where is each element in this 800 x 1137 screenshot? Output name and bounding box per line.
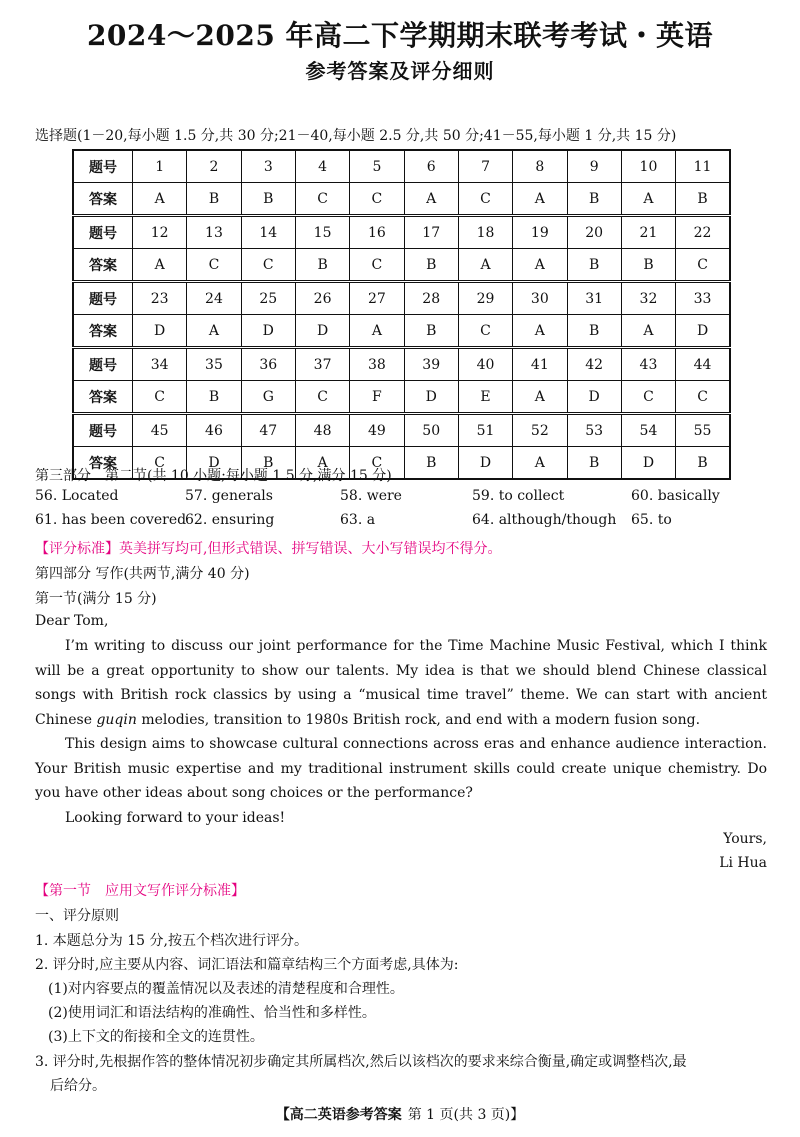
table-row-answer	[73, 381, 730, 414]
question-number: 7	[458, 150, 512, 183]
page-footer	[0, 1104, 800, 1124]
table-row-number	[73, 150, 730, 183]
table-row-answer	[73, 315, 730, 348]
table-row-answer	[73, 183, 730, 216]
answer-cell: A	[350, 315, 404, 348]
answer-cell: C	[187, 249, 241, 282]
question-number: 55	[676, 414, 730, 447]
question-number: 8	[513, 150, 567, 183]
question-number: 54	[621, 414, 675, 447]
fill-answer: 59. to collect	[472, 488, 565, 504]
footer-label: 【高二英语参考答案	[275, 1107, 402, 1123]
answer-cell: F	[350, 381, 404, 414]
criteria-item: 3. 评分时,先根据作答的整体情况初步确定其所属档次,然后以该档次的要求来综合衡量,确定或调整档次,最	[35, 1054, 687, 1070]
answer-cell: D	[187, 447, 241, 480]
letter-signature: Li Hua	[719, 855, 767, 871]
question-number: 17	[404, 216, 458, 249]
question-number: 20	[567, 216, 621, 249]
question-number: 21	[621, 216, 675, 249]
question-number: 11	[676, 150, 730, 183]
answer-cell: D	[458, 447, 512, 480]
answer-cell: E	[458, 381, 512, 414]
letter-paragraph: Looking forward to your ideas!	[65, 809, 286, 826]
answer-cell: A	[513, 183, 567, 216]
question-number: 10	[621, 150, 675, 183]
answer-cell: D	[676, 315, 730, 348]
answer-cell: C	[350, 249, 404, 282]
answer-cell: A	[404, 183, 458, 216]
question-number: 22	[676, 216, 730, 249]
question-number: 32	[621, 282, 675, 315]
question-number: 39	[404, 348, 458, 381]
question-number: 35	[187, 348, 241, 381]
question-number: 53	[567, 414, 621, 447]
question-number: 38	[350, 348, 404, 381]
criteria-heading: 【第一节 应用文写作评分标准】	[35, 883, 245, 899]
answer-cell: B	[676, 447, 730, 480]
answer-cell: C	[676, 381, 730, 414]
question-number: 25	[241, 282, 295, 315]
question-number: 51	[458, 414, 512, 447]
answer-cell: A	[295, 447, 349, 480]
answer-cell: B	[621, 249, 675, 282]
question-number: 46	[187, 414, 241, 447]
letter-text: I’m writing to discuss our joint performance for the Time Machine Music Festival, which I think will be a great opportunity to show our talents. My idea is that we should blend Chinese classical songs with British rock classics by using a “musical time travel” theme. We can start with ancient Chinese	[35, 638, 767, 728]
answer-cell: B	[404, 249, 458, 282]
question-number: 9	[567, 150, 621, 183]
answer-cell: B	[567, 183, 621, 216]
answer-cell: A	[513, 249, 567, 282]
answer-cell: A	[133, 183, 187, 216]
answer-cell: C	[458, 315, 512, 348]
criteria-item: 1. 本题总分为 15 分,按五个档次进行评分。	[35, 933, 308, 949]
answer-cell: B	[295, 249, 349, 282]
question-number: 12	[133, 216, 187, 249]
answer-cell: B	[241, 447, 295, 480]
answer-cell: B	[187, 381, 241, 414]
table-row-number	[73, 282, 730, 315]
answer-cell: C	[676, 249, 730, 282]
answer-cell: B	[567, 315, 621, 348]
answer-cell: D	[621, 447, 675, 480]
answer-cell: G	[241, 381, 295, 414]
criteria-subitem: (1)对内容要点的覆盖情况以及表述的清楚程度和合理性。	[48, 981, 404, 997]
question-number: 31	[567, 282, 621, 315]
answer-cell: D	[295, 315, 349, 348]
fill-row	[35, 512, 765, 536]
question-number: 43	[621, 348, 675, 381]
question-number: 26	[295, 282, 349, 315]
answer-cell: C	[458, 183, 512, 216]
answer-cell: D	[404, 381, 458, 414]
question-number: 6	[404, 150, 458, 183]
question-number: 16	[350, 216, 404, 249]
criteria-subitem: (3)上下文的衔接和全文的连贯性。	[48, 1029, 264, 1045]
row-label: 答案	[73, 447, 133, 480]
answer-cell: A	[187, 315, 241, 348]
fill-answers	[35, 488, 765, 536]
row-label: 答案	[73, 381, 133, 414]
question-number: 18	[458, 216, 512, 249]
question-number: 1	[133, 150, 187, 183]
letter-greeting: Dear Tom,	[35, 613, 109, 629]
question-number: 24	[187, 282, 241, 315]
answer-cell: D	[567, 381, 621, 414]
question-number: 29	[458, 282, 512, 315]
answer-cell: B	[676, 183, 730, 216]
question-number: 36	[241, 348, 295, 381]
question-number: 28	[404, 282, 458, 315]
part3-heading: 第三部分 第二节(共 10 小题;每小题 1.5 分,满分 15 分)	[35, 468, 392, 484]
question-number: 48	[295, 414, 349, 447]
answer-cell: A	[513, 381, 567, 414]
answer-cell: B	[404, 447, 458, 480]
page-subtitle: 参考答案及评分细则	[305, 59, 495, 83]
answer-cell: A	[133, 249, 187, 282]
footer-page-number: 第 1 页(共 3 页)】	[407, 1107, 525, 1123]
fill-answer: 62. ensuring	[185, 512, 275, 528]
answer-cell: C	[241, 249, 295, 282]
question-number: 23	[133, 282, 187, 315]
fill-answer: 64. although/though	[472, 512, 617, 528]
row-label: 题号	[73, 414, 133, 447]
answer-cell: D	[133, 315, 187, 348]
fill-answer: 57. generals	[185, 488, 273, 504]
question-number: 5	[350, 150, 404, 183]
answer-cell: A	[458, 249, 512, 282]
letter-paragraph	[35, 634, 767, 732]
answer-cell: B	[241, 183, 295, 216]
table-row-number	[73, 414, 730, 447]
fill-row	[35, 488, 765, 512]
letter-paragraph: This design aims to showcase cultural connections across eras and enhance audience interaction. Your British music expertise and my traditional instrument skills could create unique chemistry. Do you have other ideas about song choices or the performance?	[35, 736, 767, 801]
letter-closing: Yours,	[723, 831, 767, 847]
question-number: 13	[187, 216, 241, 249]
answer-cell: B	[567, 249, 621, 282]
question-number: 42	[567, 348, 621, 381]
answer-cell: A	[621, 183, 675, 216]
question-number: 34	[133, 348, 187, 381]
question-number: 41	[513, 348, 567, 381]
row-label: 题号	[73, 150, 133, 183]
question-number: 3	[241, 150, 295, 183]
answer-cell: C	[133, 447, 187, 480]
question-number: 27	[350, 282, 404, 315]
row-label: 题号	[73, 348, 133, 381]
question-number: 47	[241, 414, 295, 447]
fill-answer: 60. basically	[631, 488, 720, 504]
letter-text: melodies, transition to 1980s British rock, and end with a modern fusion song.	[136, 711, 701, 728]
table-row-answer	[73, 249, 730, 282]
row-label: 题号	[73, 282, 133, 315]
scoring-note: 【评分标准】英美拼写均可,但形式错误、拼写错误、大小写错误均不得分。	[35, 541, 502, 557]
criteria-item-continuation: 后给分。	[50, 1078, 106, 1094]
part4-heading: 第四部分 写作(共两节,满分 40 分)	[35, 566, 250, 582]
row-label: 答案	[73, 315, 133, 348]
question-number: 40	[458, 348, 512, 381]
question-number: 45	[133, 414, 187, 447]
question-number: 14	[241, 216, 295, 249]
fill-answer: 56. Located	[35, 488, 119, 504]
fill-answer: 63. a	[340, 512, 376, 528]
table-row-number	[73, 216, 730, 249]
answer-cell: B	[567, 447, 621, 480]
fill-answer: 61. has been covered	[35, 512, 187, 528]
criteria-principle: 一、评分原则	[35, 908, 119, 924]
row-label: 答案	[73, 249, 133, 282]
question-number: 33	[676, 282, 730, 315]
question-number: 49	[350, 414, 404, 447]
answer-cell: B	[187, 183, 241, 216]
question-number: 30	[513, 282, 567, 315]
answer-cell: B	[404, 315, 458, 348]
answer-table	[72, 149, 731, 480]
question-number: 52	[513, 414, 567, 447]
answer-cell: C	[295, 381, 349, 414]
question-number: 15	[295, 216, 349, 249]
criteria-item: 2. 评分时,应主要从内容、词汇语法和篇章结构三个方面考虑,具体为:	[35, 957, 459, 973]
section1-heading: 第一节(满分 15 分)	[35, 591, 157, 607]
answer-cell: C	[350, 183, 404, 216]
answer-cell: D	[241, 315, 295, 348]
page-title: 2024～2025 年高二下学期期末联考考试・英语	[86, 19, 714, 52]
question-number: 37	[295, 348, 349, 381]
question-number: 2	[187, 150, 241, 183]
letter-body	[35, 634, 767, 830]
answer-cell: A	[513, 315, 567, 348]
row-label: 题号	[73, 216, 133, 249]
criteria-subitem: (2)使用词汇和语法结构的准确性、恰当性和多样性。	[48, 1005, 376, 1021]
fill-answer: 65. to	[631, 512, 672, 528]
answer-cell: A	[621, 315, 675, 348]
fill-answer: 58. were	[340, 488, 402, 504]
question-number: 50	[404, 414, 458, 447]
choice-intro: 选择题(1－20,每小题 1.5 分,共 30 分;21－40,每小题 2.5 分,共 50 分;41－55,每小题 1 分,共 15 分)	[35, 128, 677, 144]
answer-cell: C	[621, 381, 675, 414]
letter-italic: guqin	[96, 711, 137, 728]
question-number: 44	[676, 348, 730, 381]
answer-cell: C	[350, 447, 404, 480]
row-label: 答案	[73, 183, 133, 216]
question-number: 4	[295, 150, 349, 183]
answer-cell: A	[513, 447, 567, 480]
table-row-number	[73, 348, 730, 381]
answer-cell: C	[295, 183, 349, 216]
answer-cell: C	[133, 381, 187, 414]
question-number: 19	[513, 216, 567, 249]
